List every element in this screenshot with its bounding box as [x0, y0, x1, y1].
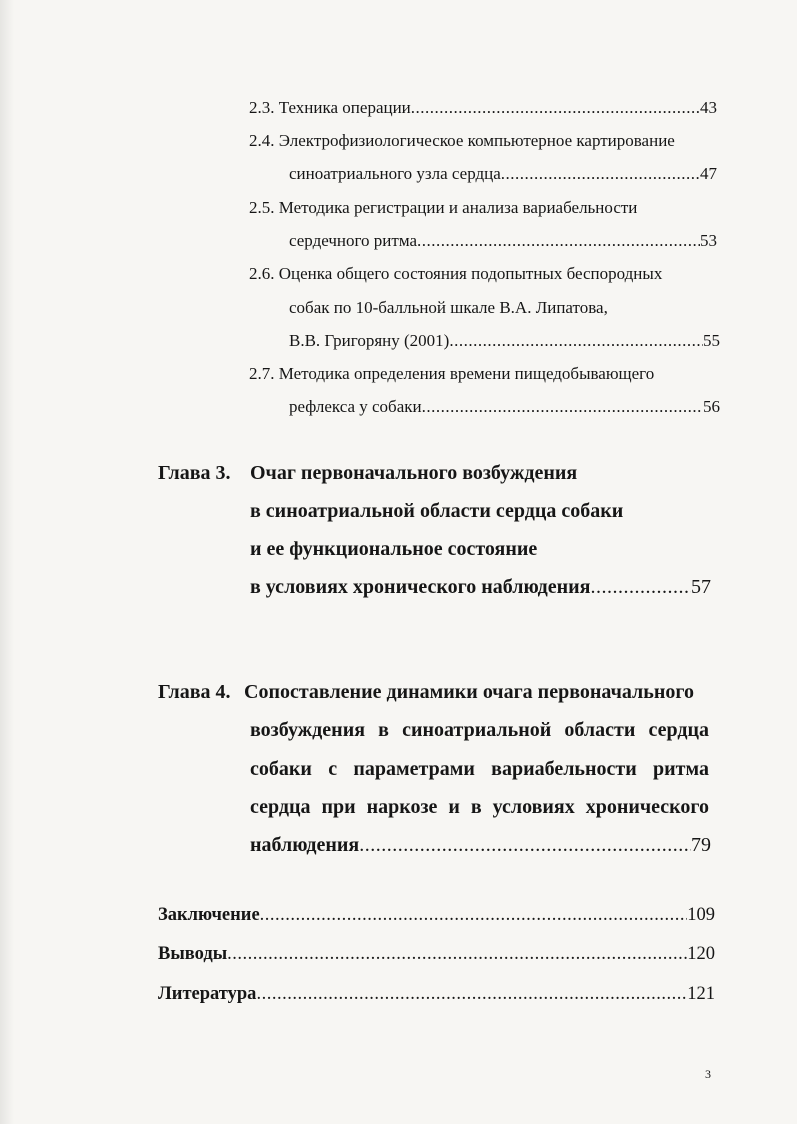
section-title: Методика регистрации и анализа вариабельности	[278, 198, 638, 217]
toc-entry-2-7-line2	[289, 397, 720, 417]
toc-entry-conclusion	[158, 905, 715, 926]
entry-title: Литература	[158, 984, 257, 1004]
section-number: 2.6.	[249, 264, 275, 283]
section-title-cont: сердечного ритма	[289, 231, 418, 250]
chapter-4-title-line1: Сопоставление динамики очага первоначального	[244, 681, 694, 703]
chapter-3-title-line1: Очаг первоначального возбуждения	[250, 462, 578, 484]
toc-entry-2-5-line1	[249, 198, 637, 218]
leader-dots	[449, 331, 703, 351]
leader-dots	[227, 944, 687, 965]
section-number: 2.5.	[249, 198, 275, 217]
chapter-4-title-line3: собаки с параметрами вариабельности ритма	[250, 758, 709, 780]
section-title: Техника операции	[278, 98, 411, 117]
leader-dots	[501, 164, 700, 184]
toc-entry-2-6-line1	[249, 264, 662, 284]
toc-entry-2-4-line2	[289, 164, 717, 184]
entry-title: Заключение	[158, 905, 260, 925]
page-ref: 109	[687, 905, 715, 925]
leader-dots	[260, 905, 688, 926]
chapter-3-label: Глава 3.	[158, 462, 231, 484]
page-ref: 53	[700, 231, 717, 250]
chapter-title-cont: в условиях хронического наблюдения	[250, 576, 591, 598]
section-title-cont: В.В. Григоряну (2001)	[289, 331, 450, 350]
leader-dots	[359, 834, 691, 857]
section-title: Электрофизиологическое компьютерное картирование	[278, 131, 675, 150]
section-title: Оценка общего состояния подопытных беспородных	[278, 264, 663, 283]
leader-dots	[422, 397, 703, 417]
leader-dots	[411, 98, 700, 118]
page-ref: 121	[687, 984, 715, 1004]
section-title-cont: синоатриального узла сердца	[289, 164, 501, 183]
chapter-3-title-line3: и ее функциональное состояние	[250, 538, 538, 560]
chapter-4-label: Глава 4.	[158, 681, 231, 703]
chapter-title-cont: наблюдения	[250, 834, 360, 856]
page-number: 3	[705, 1067, 711, 1081]
page-ref: 55	[703, 331, 720, 350]
page-ref: 79	[691, 834, 711, 856]
chapter-4-title-line4: сердца при наркозе и в условиях хронического	[250, 796, 709, 818]
page-ref: 43	[700, 98, 717, 117]
chapter-4-title-line2: возбуждения в синоатриальной области сердца	[250, 719, 709, 741]
leader-dots	[256, 984, 687, 1005]
toc-entry-literature	[158, 984, 715, 1005]
page-ref: 56	[703, 397, 720, 416]
toc-entry-2-7-line1	[249, 364, 654, 384]
toc-entry-conclusions	[158, 944, 715, 965]
leader-dots	[417, 231, 700, 251]
chapter-3-title-line4	[250, 576, 711, 599]
section-number: 2.7.	[249, 364, 275, 383]
section-title-cont: собак по 10-балльной шкале В.А. Липатова,	[289, 298, 608, 317]
section-title-cont: рефлекса у собаки	[289, 397, 422, 416]
leader-dots	[590, 576, 691, 599]
section-number: 2.4.	[249, 131, 275, 150]
toc-entry-2-3	[249, 98, 717, 118]
page-ref: 57	[691, 576, 711, 598]
page-edge-shadow	[0, 0, 14, 1124]
page-ref: 47	[700, 164, 717, 183]
page-ref: 120	[687, 944, 715, 964]
section-number: 2.3.	[249, 98, 275, 117]
toc-entry-2-6-line2	[289, 298, 608, 318]
chapter-4-title-line5	[250, 834, 711, 857]
toc-entry-2-6-line3	[289, 331, 720, 351]
entry-title: Выводы	[158, 944, 228, 964]
toc-entry-2-5-line2	[289, 231, 717, 251]
toc-entry-2-4-line1	[249, 131, 675, 151]
section-title: Методика определения времени пищедобывающего	[278, 364, 655, 383]
chapter-3-title-line2: в синоатриальной области сердца собаки	[250, 500, 624, 522]
